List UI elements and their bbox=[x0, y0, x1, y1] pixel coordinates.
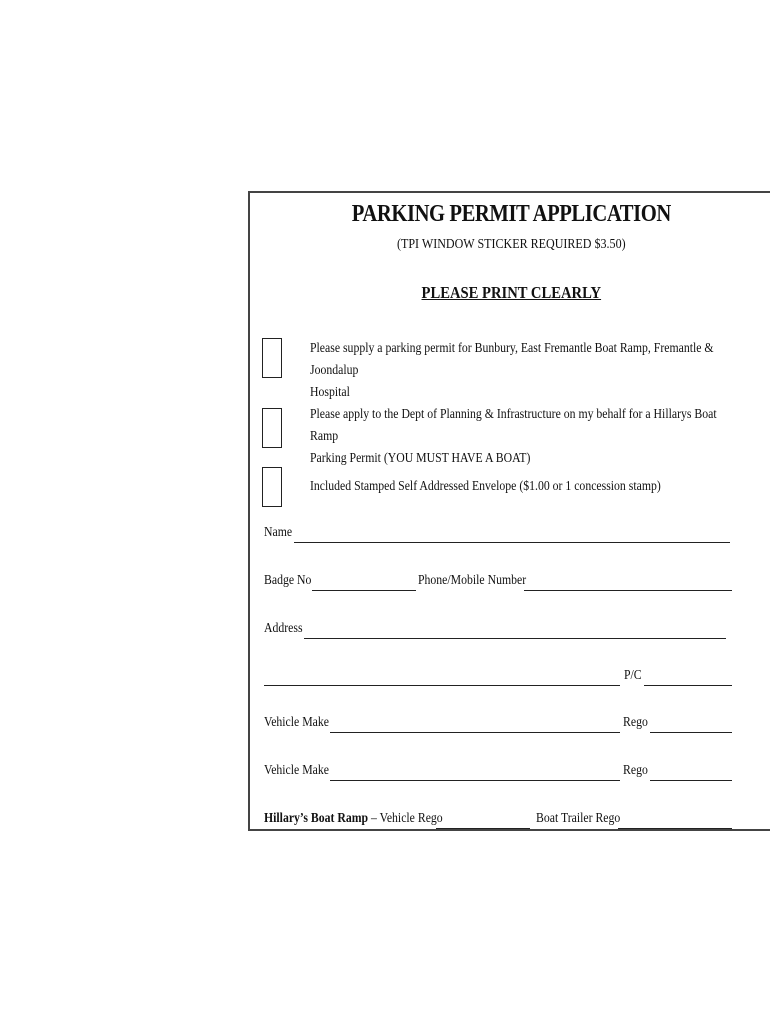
vehicle-make-2-input-line[interactable] bbox=[330, 780, 620, 781]
option-bunbury-line2: Hospital bbox=[310, 385, 350, 400]
vehicle-make-1-label: Vehicle Make bbox=[264, 715, 329, 730]
option-hillarys-line2: Parking Permit (YOU MUST HAVE A BOAT) bbox=[310, 451, 531, 466]
rego-1-input-line[interactable] bbox=[650, 732, 732, 733]
vehicle2-row bbox=[264, 761, 734, 781]
checkbox-bunbury-permit[interactable] bbox=[262, 338, 282, 378]
option-envelope-line1: Included Stamped Self Addressed Envelope ($1.00 or 1 concession stamp) bbox=[310, 479, 661, 494]
rego-2-label: Rego bbox=[623, 763, 648, 778]
address-input-line[interactable] bbox=[304, 638, 726, 639]
name-input-line[interactable] bbox=[294, 542, 730, 543]
option-hillarys-permit bbox=[310, 404, 747, 470]
parking-permit-form bbox=[248, 191, 770, 831]
badge-no-label: Badge No bbox=[264, 573, 312, 588]
address2-input-line[interactable] bbox=[264, 685, 620, 686]
name-label: Name bbox=[264, 525, 293, 540]
badge-no-input-line[interactable] bbox=[312, 590, 416, 591]
address-label: Address bbox=[264, 621, 303, 636]
phone-input-line[interactable] bbox=[524, 590, 732, 591]
name-row bbox=[264, 523, 734, 543]
hillarys-vehicle-rego-input-line[interactable] bbox=[436, 828, 530, 829]
hillarys-label bbox=[264, 811, 443, 827]
checkbox-hillarys-permit[interactable] bbox=[262, 408, 282, 448]
boat-trailer-rego-input-line[interactable] bbox=[618, 828, 732, 829]
checkbox-envelope[interactable] bbox=[262, 467, 282, 507]
hillarys-row bbox=[264, 809, 734, 829]
option-bunbury-permit bbox=[310, 338, 747, 404]
boat-trailer-rego-label: Boat Trailer Rego bbox=[536, 811, 621, 826]
vehicle1-row bbox=[264, 713, 734, 733]
form-title: PARKING PERMIT APPLICATION bbox=[351, 201, 671, 227]
hillarys-vehicle-rego-label: – Vehicle Rego bbox=[368, 811, 443, 826]
phone-label: Phone/Mobile Number bbox=[418, 573, 527, 588]
rego-1-label: Rego bbox=[623, 715, 648, 730]
postcode-input-line[interactable] bbox=[644, 685, 732, 686]
badge-phone-row bbox=[264, 571, 734, 591]
form-subtitle: (TPI WINDOW STICKER REQUIRED $3.50) bbox=[396, 237, 626, 252]
vehicle-make-2-label: Vehicle Make bbox=[264, 763, 329, 778]
option-bunbury-line1: Please supply a parking permit for Bunbury, East Fremantle Boat Ramp, Fremantle & Joondalup bbox=[310, 341, 714, 378]
hillarys-bold-label: Hillary’s Boat Ramp bbox=[264, 811, 369, 826]
vehicle-make-1-input-line[interactable] bbox=[330, 732, 620, 733]
rego-2-input-line[interactable] bbox=[650, 780, 732, 781]
postcode-label: P/C bbox=[624, 668, 642, 683]
option-hillarys-line1: Please apply to the Dept of Planning & Infrastructure on my behalf for a Hillarys Boat Ramp bbox=[310, 407, 717, 444]
option-envelope bbox=[310, 476, 747, 498]
address2-postcode-row bbox=[264, 666, 734, 686]
print-clearly-instruction: PLEASE PRINT CLEARLY bbox=[421, 283, 602, 302]
address-row bbox=[264, 619, 734, 639]
